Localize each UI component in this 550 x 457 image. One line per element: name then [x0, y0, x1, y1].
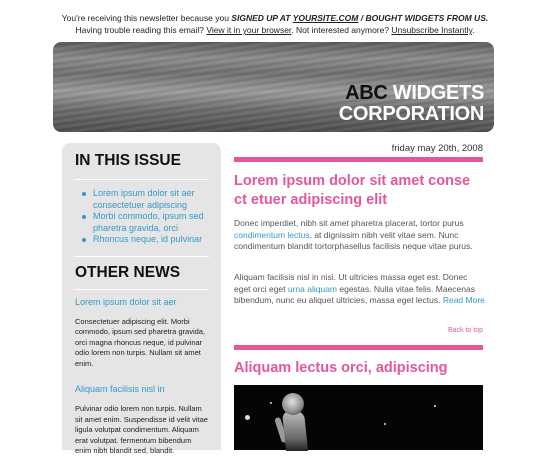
issue-link[interactable]: Morbi commodo, ipsum sed pharetra gravida, orci: [93, 211, 209, 234]
news-item-title[interactable]: Lorem ipsum dolor sit aer: [75, 289, 209, 308]
notice-suffix: US.: [471, 13, 489, 23]
pink-divider: [234, 345, 483, 350]
notice-text: You're receiving this newsletter because you: [61, 13, 232, 23]
notice-line-1: [0, 12, 550, 24]
other-news-heading: OTHER NEWS: [75, 263, 181, 281]
site-link[interactable]: YOURSITE.COM: [292, 13, 359, 23]
other-news-section: [75, 256, 209, 457]
pink-divider: [234, 157, 483, 162]
inline-link[interactable]: urna aliquam: [287, 283, 338, 294]
signed-up-text: SIGNED UP AT YOURSITE.COM / BOUGHT WIDGETS FROM: [231, 13, 472, 23]
issue-date: friday may 20th, 2008: [391, 143, 483, 154]
article-photo: [234, 385, 483, 450]
header-banner: [53, 42, 494, 132]
company-logo: ABC WIDGETS CORPORATION: [338, 82, 484, 125]
read-more-link[interactable]: Read More: [442, 295, 485, 305]
news-item-body: Consectetuer adipiscing elit. Morbi commodo, ipsum sed pharetra gravida, orci magna rhoncus neque, id pulvinar odio lorem non turpis. Nullam sit amet enim.: [75, 316, 206, 368]
view-in-browser-link[interactable]: View it in your browser: [206, 25, 292, 35]
article-title: Aliquam lectus orci, adipiscing: [234, 360, 448, 376]
back-to-top-link[interactable]: Back to top: [447, 327, 483, 334]
article-title: Lorem ipsum dolor sit amet conse ct etuer adipiscing elit: [234, 173, 471, 208]
inline-link[interactable]: condimentum lectus: [234, 229, 310, 240]
news-item-title[interactable]: Aliquam facilisis nisl in: [75, 384, 165, 394]
issue-link[interactable]: Rhoncus neque, id pulvinar: [93, 234, 209, 246]
issue-list: [93, 188, 209, 246]
newsletter-notice: [0, 12, 550, 36]
unsubscribe-link[interactable]: Unsubscribe Instantly: [391, 25, 473, 35]
article-paragraph: Donec imperdiet, nibh sit amet pharetra placerat, tortor purus condimentum lectus, at dignissim nibh velit vitae sem. Nunc condimentum blandit tortorphasellus facilisis neque vitae purus.: [234, 218, 473, 251]
sidebar: [62, 143, 221, 455]
article-paragraph: Aliquam facilisis nisl in nisi. Ut ultricies massa eget est. Donec eget orci eget urna aliquam egestas. Nulla vitae felis. Maecenas bibendum, nunc eu aliquet ultricies, massa eget lectus. Read More: [234, 272, 485, 305]
news-item-body: Pulvinar odio lorem non turpis. Nullam sit amet enim. Suspendisse id velit vitae ligula volutpat condimentum. Aliquam erat volutpat. fermentum bibendum enim nibh blandit sed, blandit.: [75, 404, 208, 455]
in-this-issue-heading: IN THIS ISSUE: [75, 151, 209, 180]
issue-link[interactable]: Lorem ipsum dolor sit aer consectetuer adipiscing: [93, 188, 209, 211]
notice-line-2: Having trouble reading this email? View it in your browser. Not interested anymore? Unsubscribe Instantly.: [75, 25, 475, 35]
